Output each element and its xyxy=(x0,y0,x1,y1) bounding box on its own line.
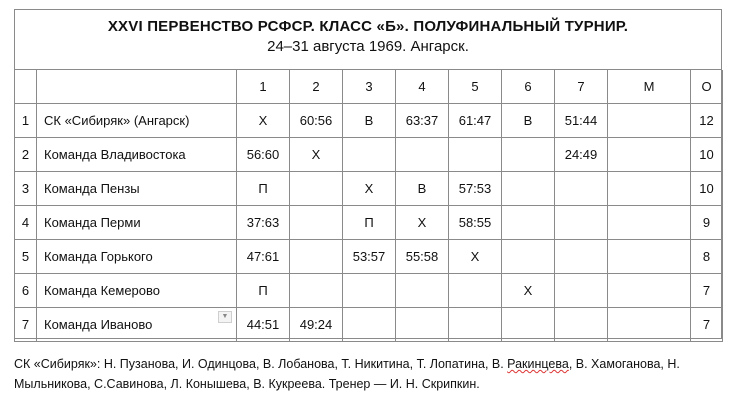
result-cell xyxy=(608,104,691,138)
header-cell: О xyxy=(691,70,723,104)
result-cell: Х xyxy=(396,206,449,240)
header-cell xyxy=(37,70,237,104)
result-cell xyxy=(290,274,343,308)
result-cell xyxy=(343,308,396,342)
result-cell xyxy=(555,206,608,240)
roster-text-2: , В. Хамоганова, Н. Мыльникова, С.Савинова, Л. Конышева, В. Кукреева. Тренер — И. Н. Скрипкин. xyxy=(14,357,680,391)
result-cell: Х xyxy=(290,138,343,172)
result-cell xyxy=(555,240,608,274)
result-cell: 51:44 xyxy=(555,104,608,138)
team-name-text: Команда Кемерово xyxy=(44,283,160,298)
result-cell: 44:51 xyxy=(237,308,290,342)
team-name-text: Команда Пензы xyxy=(44,181,140,196)
result-cell: Х xyxy=(449,240,502,274)
table-row xyxy=(15,240,723,274)
result-cell: В xyxy=(502,104,555,138)
result-cell: 47:61 xyxy=(237,240,290,274)
result-cell xyxy=(555,172,608,206)
result-cell: Х xyxy=(237,104,290,138)
result-cell xyxy=(396,274,449,308)
result-cell xyxy=(502,172,555,206)
header-cell: 5 xyxy=(449,70,502,104)
team-name xyxy=(37,172,237,206)
row-number: 5 xyxy=(15,240,37,274)
points-cell: 10 xyxy=(691,172,723,206)
result-cell xyxy=(608,172,691,206)
result-cell xyxy=(608,138,691,172)
team-name-text: СК «Сибиряк» (Ангарск) xyxy=(44,113,190,128)
roster-footer xyxy=(14,354,720,394)
table-row xyxy=(15,274,723,308)
points-cell: 10 xyxy=(691,138,723,172)
result-cell xyxy=(449,274,502,308)
team-name xyxy=(37,104,237,138)
team-name xyxy=(37,138,237,172)
result-cell xyxy=(449,138,502,172)
row-number: 2 xyxy=(15,138,37,172)
result-cell xyxy=(449,308,502,342)
result-cell: 24:49 xyxy=(555,138,608,172)
roster-text-1: СК «Сибиряк»: Н. Пузанова, И. Одинцова, В. Лобанова, Т. Никитина, Т. Лопатина, В. xyxy=(14,357,508,371)
result-cell xyxy=(343,138,396,172)
table-row xyxy=(15,206,723,240)
table-title: XXVI ПЕРВЕНСТВО РСФСР. КЛАСС «Б». ПОЛУФИНАЛЬНЫЙ ТУРНИР. xyxy=(107,18,629,35)
points-cell: 7 xyxy=(691,274,723,308)
result-cell xyxy=(608,206,691,240)
result-cell xyxy=(396,138,449,172)
points-cell: 9 xyxy=(691,206,723,240)
result-cell xyxy=(290,172,343,206)
row-number: 7 xyxy=(15,308,37,342)
result-cell xyxy=(502,240,555,274)
result-cell: П xyxy=(343,206,396,240)
table-row xyxy=(15,104,723,138)
result-cell: Х xyxy=(343,172,396,206)
result-cell xyxy=(502,308,555,342)
team-name xyxy=(37,206,237,240)
header-cell: 1 xyxy=(237,70,290,104)
result-cell xyxy=(290,206,343,240)
result-cell: 63:37 xyxy=(396,104,449,138)
row-number: 3 xyxy=(15,172,37,206)
result-cell: Х xyxy=(502,274,555,308)
result-cell xyxy=(555,308,608,342)
row-number: 6 xyxy=(15,274,37,308)
result-cell xyxy=(396,308,449,342)
tournament-table-frame xyxy=(14,9,722,339)
result-cell: 57:53 xyxy=(449,172,502,206)
result-cell xyxy=(608,308,691,342)
team-name-text: Команда Иваново xyxy=(44,317,153,332)
row-number: 1 xyxy=(15,104,37,138)
result-cell: 49:24 xyxy=(290,308,343,342)
team-name-text: Команда Владивостока xyxy=(44,147,186,162)
result-cell xyxy=(502,138,555,172)
result-cell xyxy=(343,274,396,308)
row-number: 4 xyxy=(15,206,37,240)
result-cell: 58:55 xyxy=(449,206,502,240)
result-cell xyxy=(555,274,608,308)
standings-table xyxy=(14,70,723,342)
dropdown-arrow-icon: ▼ xyxy=(218,311,232,323)
team-name xyxy=(37,240,237,274)
table-row xyxy=(15,172,723,206)
header-cell: М xyxy=(608,70,691,104)
title-box xyxy=(15,10,721,70)
points-cell: 8 xyxy=(691,240,723,274)
table-row xyxy=(15,308,723,342)
result-cell: 56:60 xyxy=(237,138,290,172)
header-cell xyxy=(15,70,37,104)
header-cell: 6 xyxy=(502,70,555,104)
result-cell xyxy=(608,274,691,308)
result-cell xyxy=(502,206,555,240)
result-cell: В xyxy=(343,104,396,138)
result-cell: 55:58 xyxy=(396,240,449,274)
result-cell xyxy=(290,240,343,274)
result-cell: В xyxy=(396,172,449,206)
points-cell: 12 xyxy=(691,104,723,138)
result-cell: П xyxy=(237,274,290,308)
team-name-text: Команда Горького xyxy=(44,249,153,264)
team-name xyxy=(37,308,237,342)
result-cell: П xyxy=(237,172,290,206)
header-cell: 3 xyxy=(343,70,396,104)
header-cell: 7 xyxy=(555,70,608,104)
table-subtitle: 24–31 августа 1969. Ангарск. xyxy=(267,38,469,55)
roster-name-underlined: Ракинцева xyxy=(507,357,569,371)
result-cell: 53:57 xyxy=(343,240,396,274)
result-cell: 61:47 xyxy=(449,104,502,138)
result-cell: 60:56 xyxy=(290,104,343,138)
result-cell: 37:63 xyxy=(237,206,290,240)
team-name-text: Команда Перми xyxy=(44,215,141,230)
header-cell: 2 xyxy=(290,70,343,104)
table-header-row xyxy=(15,70,723,104)
result-cell xyxy=(608,240,691,274)
table-row xyxy=(15,138,723,172)
points-cell: 7 xyxy=(691,308,723,342)
header-cell: 4 xyxy=(396,70,449,104)
team-name xyxy=(37,274,237,308)
